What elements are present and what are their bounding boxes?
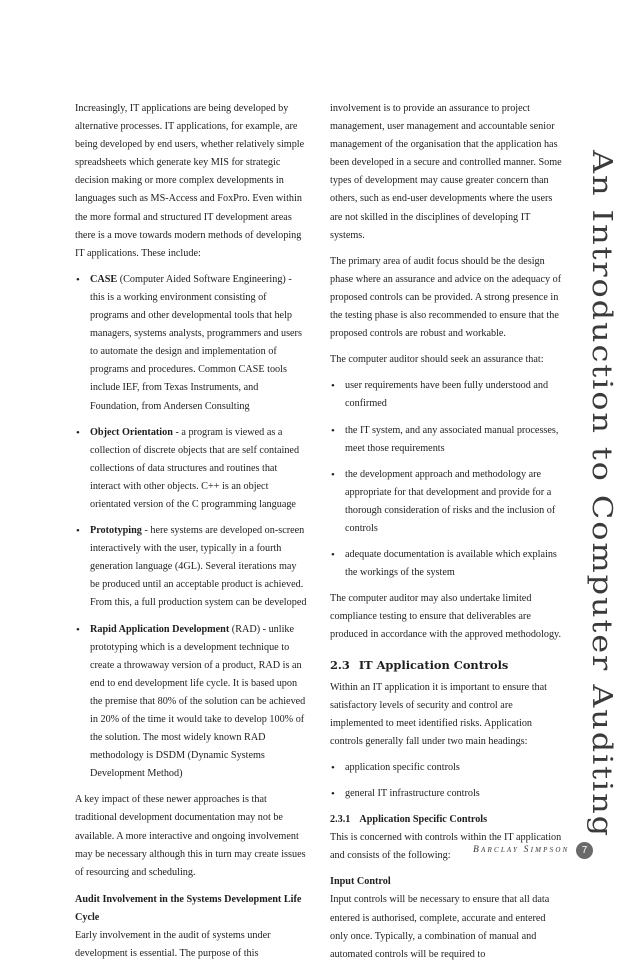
section-number: 2.3 [330,657,350,672]
impact-paragraph: A key impact of these newer approaches is that traditional development documentation may not be available. A more interactive and ongoing involvement may be necessary although this in turn may create issues of resourcing and scheduling. [75,794,306,878]
subsection-number: 2.3.1 [330,814,351,826]
list-item: • adequate documentation is available which explains the workings of the system [330,546,566,582]
bullet-text: - a program is viewed as a collection of discrete objects that are self contained collections of data structures and routines that interact with other objects. C++ is an object orientated version of the C programming language [90,426,300,510]
assurance-list [330,377,566,582]
primary-focus-paragraph: The primary area of audit focus should be the design phase where an assurance and advice on the adequacy of proposed controls can be provided. A strong presence in the testing phase is also recommended to ensure that the proposed controls are robust and workable. [330,255,562,340]
bullet-term: Object Orientation [90,426,173,438]
continued-paragraph: involvement is to provide an assurance to project management, user management and accountable senior management of the organisation that the application has been developed in a secure and controlled manner. Some types of development may cause greater concern than others, such as end-user developments where the users are not skilled in the disciplines of developing IT systems. [330,103,562,241]
bullet-term: Rapid Application Development [90,623,230,635]
headings-list [330,759,566,803]
list-item: • general IT infrastructure controls [330,785,566,803]
left-column [75,100,307,971]
audit-involvement-text: Early involvement in the audit of systems under development is essential. The purpose of this [75,930,271,960]
list-item: • application specific controls [330,759,566,777]
list-item [75,271,307,416]
list-item [75,522,307,612]
list-item: • the IT system, and any associated manual processes, meet those requirements [330,422,566,458]
subsection-heading [330,811,566,829]
intro-paragraph: Increasingly, IT applications are being developed by alternative processes. IT applications, for example, are being developed by end users, whether relatively simple spreadsheets which generate key MIS for strategic decision making or more complex developments in languages such as MS-Access and FoxPro. Even within the more formal and structured IT development areas there is a move towards modern methods of developing IT applications. These include: [75,103,305,259]
side-title [560,150,617,840]
bullet-text: (RAD) - unlike prototyping which is a development technique to create a throwaway version of a product, RAD is an end to end development life cycle. It is based upon the premise that 80% of the solution can be achieved in 20% of the time it would take to develop 100% of the solution. The most widely known RAD methodology is DSDM (Dynamic Systems Development Method) [90,623,306,780]
methods-list [75,271,307,784]
footer-brand: Barclay Simpson [473,845,570,855]
bullet-term: Prototyping [90,525,142,537]
list-item: • user requirements have been fully understood and confirmed [330,377,566,413]
subsection-text: This is concerned with controls within the IT application and consists of the following: [330,832,562,862]
page-number-badge: 7 [576,842,593,859]
compliance-paragraph: The computer auditor may also undertake limited compliance testing to ensure that deliverables are produced in accordance with the approved methodology. [330,593,562,641]
input-control-text: Input controls will be necessary to ensure that all data entered is authorised, complete, accurate and entered only once. Typically, a combination of manual and automated controls will be required to [330,894,550,960]
section-intro: Within an IT application it is important to ensure that satisfactory levels of security and control are implemented to meet identified risks. Application controls generally fall under two main headings: [330,681,547,747]
list-item [75,424,307,514]
right-column [330,100,566,972]
section-heading [330,656,566,674]
list-item: • the development approach and methodology are appropriate for that development and provide for a thorough consideration of risks and the inclusion of controls [330,466,566,538]
subsection-title: Application Specific Controls [359,814,488,826]
list-item [75,621,307,784]
bullet-text: (Computer Aided Software Engineering) - this is a working environment consisting of programs and other developmental tools that help managers, systems analysts, programmers and users to automate the design and implementation of programs and procedures. Common CASE tools include IEF, from Texas Instruments, and Foundation, from Andersen Consulting [90,273,302,412]
bullet-text: - here systems are developed on-screen interactively with the user, typically in a fourth generation language (4GL). Several iterations may be produced until an acceptable product is achieved. From this, a full production system can be developed [90,525,307,609]
bullet-term: CASE [90,273,118,285]
audit-involvement-heading: Audit Involvement in the Systems Development Life Cycle [75,893,302,923]
assurance-intro: The computer auditor should seek an assurance that: [330,354,544,366]
section-title: IT Application Controls [358,657,509,672]
input-control-heading: Input Control [330,876,391,888]
side-title-text: An Introduction to Computer Auditing [586,150,617,731]
